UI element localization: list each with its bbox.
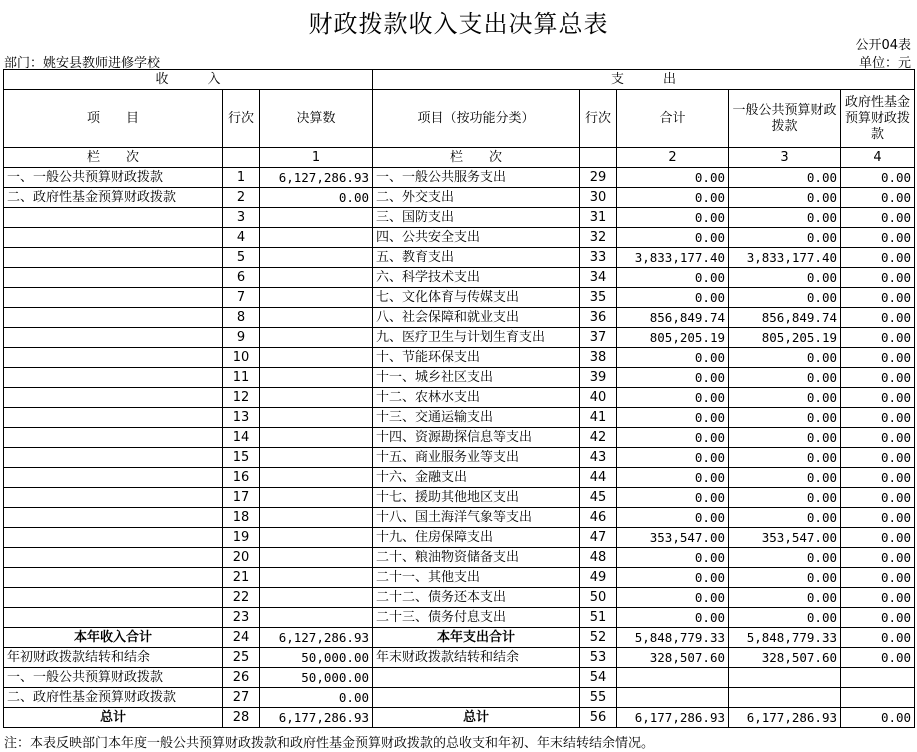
expense-row-no-cell: 53	[580, 648, 617, 668]
gov-fund-cell: 0.00	[841, 428, 915, 448]
general-budget-cell: 0.00	[729, 548, 841, 568]
table-row	[4, 488, 915, 508]
expense-item-cell: 八、社会保障和就业支出	[373, 308, 580, 328]
table-row	[4, 308, 915, 328]
table-row	[4, 388, 915, 408]
table-row	[4, 648, 915, 668]
col-index-4: 4	[841, 148, 915, 168]
income-row-no-cell: 25	[223, 648, 260, 668]
total-amount-cell: 0.00	[617, 188, 729, 208]
total-amount-cell: 0.00	[617, 608, 729, 628]
income-amount-cell: 6,177,286.93	[260, 708, 373, 728]
expense-row-no-cell: 48	[580, 548, 617, 568]
table-row	[4, 408, 915, 428]
total-amount-cell: 0.00	[617, 468, 729, 488]
general-budget-cell: 353,547.00	[729, 528, 841, 548]
table-row	[4, 568, 915, 588]
col-index-3: 3	[729, 148, 841, 168]
total-amount-cell: 3,833,177.40	[617, 248, 729, 268]
footnote: 注：本表反映部门本年度一般公共预算财政拨款和政府性基金预算财政拨款的总收支和年初、年末结转结余情况。	[4, 736, 655, 751]
gov-fund-cell: 0.00	[841, 388, 915, 408]
income-item-cell	[4, 428, 223, 448]
expense-item-cell: 三、国防支出	[373, 208, 580, 228]
income-item-cell: 二、政府性基金预算财政拨款	[4, 688, 223, 708]
income-row-no-cell: 3	[223, 208, 260, 228]
income-row-no-cell: 27	[223, 688, 260, 708]
table-row	[4, 208, 915, 228]
expense-item-cell: 七、文化体育与传媒支出	[373, 288, 580, 308]
total-amount-cell: 0.00	[617, 268, 729, 288]
total-amount-cell	[617, 668, 729, 688]
general-budget-cell: 6,177,286.93	[729, 708, 841, 728]
general-budget-cell: 805,205.19	[729, 328, 841, 348]
table-row	[4, 328, 915, 348]
gov-fund-cell: 0.00	[841, 328, 915, 348]
expense-item-cell: 本年支出合计	[373, 628, 580, 648]
gov-fund-cell: 0.00	[841, 348, 915, 368]
total-amount-cell: 0.00	[617, 288, 729, 308]
total-header: 合计	[617, 90, 729, 148]
expense-row-no-cell: 35	[580, 288, 617, 308]
func-item-header: 项目（按功能分类）	[373, 90, 580, 148]
income-item-cell	[4, 288, 223, 308]
expense-item-cell	[373, 688, 580, 708]
income-row-no-cell: 22	[223, 588, 260, 608]
income-row-no-cell: 5	[223, 248, 260, 268]
expense-item-cell: 四、公共安全支出	[373, 228, 580, 248]
expense-row-no-cell: 41	[580, 408, 617, 428]
general-budget-cell: 0.00	[729, 208, 841, 228]
total-amount-cell: 805,205.19	[617, 328, 729, 348]
unit-label: 单位：元	[858, 56, 911, 71]
expense-row-no-cell: 45	[580, 488, 617, 508]
income-item-cell: 本年收入合计	[4, 628, 223, 648]
income-amount-cell	[260, 208, 373, 228]
income-row-no-cell: 20	[223, 548, 260, 568]
income-row-no-cell: 19	[223, 528, 260, 548]
income-amount-cell	[260, 428, 373, 448]
table-row	[4, 348, 915, 368]
expense-row-no-cell: 56	[580, 708, 617, 728]
expense-row-no-cell: 31	[580, 208, 617, 228]
expense-item-cell: 十一、城乡社区支出	[373, 368, 580, 388]
general-budget-cell: 0.00	[729, 228, 841, 248]
income-item-cell	[4, 468, 223, 488]
income-amount-cell	[260, 528, 373, 548]
income-amount-cell	[260, 268, 373, 288]
col-index-2: 2	[617, 148, 729, 168]
expense-row-no-cell: 43	[580, 448, 617, 468]
general-budget-cell: 0.00	[729, 608, 841, 628]
expense-item-cell: 二、外交支出	[373, 188, 580, 208]
table-row	[4, 228, 915, 248]
table-row	[4, 168, 915, 188]
income-item-cell	[4, 308, 223, 328]
expense-item-cell: 六、科学技术支出	[373, 268, 580, 288]
expense-row-no-cell: 55	[580, 688, 617, 708]
income-item-cell	[4, 488, 223, 508]
gov-fund-cell: 0.00	[841, 568, 915, 588]
general-budget-cell: 0.00	[729, 348, 841, 368]
income-amount-cell: 50,000.00	[260, 668, 373, 688]
income-row-no-cell: 12	[223, 388, 260, 408]
expense-row-no-cell: 29	[580, 168, 617, 188]
income-row-no-cell: 16	[223, 468, 260, 488]
expense-item-cell: 二十三、债务付息支出	[373, 608, 580, 628]
income-item-cell	[4, 408, 223, 428]
gov-fund-cell: 0.00	[841, 208, 915, 228]
income-amount-cell	[260, 588, 373, 608]
expense-row-no-cell: 40	[580, 388, 617, 408]
income-item-cell	[4, 528, 223, 548]
table-row	[4, 688, 915, 708]
gov-fund-cell: 0.00	[841, 308, 915, 328]
table-row	[4, 628, 915, 648]
expense-item-cell: 二十二、债务还本支出	[373, 588, 580, 608]
lanci-empty	[223, 148, 260, 168]
total-amount-cell: 0.00	[617, 488, 729, 508]
expense-item-cell: 九、医疗卫生与计划生育支出	[373, 328, 580, 348]
gov-fund-cell: 0.00	[841, 608, 915, 628]
income-row-no-cell: 1	[223, 168, 260, 188]
income-amount-cell	[260, 228, 373, 248]
income-row-no-cell: 9	[223, 328, 260, 348]
gov-fund-cell: 0.00	[841, 488, 915, 508]
expense-item-cell: 十、节能环保支出	[373, 348, 580, 368]
income-row-no-cell: 14	[223, 428, 260, 448]
income-amount-cell	[260, 448, 373, 468]
income-row-no-cell: 28	[223, 708, 260, 728]
lanci-label-2: 栏 次	[373, 148, 580, 168]
general-budget-cell: 0.00	[729, 428, 841, 448]
expense-row-no-cell: 39	[580, 368, 617, 388]
income-amount-cell	[260, 548, 373, 568]
table-row	[4, 608, 915, 628]
general-budget-header: 一般公共预算财政拨款	[729, 90, 841, 148]
gov-fund-cell: 0.00	[841, 368, 915, 388]
general-budget-cell: 0.00	[729, 368, 841, 388]
income-item-cell	[4, 588, 223, 608]
total-amount-cell: 0.00	[617, 388, 729, 408]
income-amount-cell	[260, 488, 373, 508]
total-amount-cell: 0.00	[617, 228, 729, 248]
expense-row-no-cell: 51	[580, 608, 617, 628]
expense-item-cell: 总计	[373, 708, 580, 728]
income-item-cell: 一、一般公共预算财政拨款	[4, 168, 223, 188]
expense-item-cell: 十九、住房保障支出	[373, 528, 580, 548]
gov-fund-cell: 0.00	[841, 528, 915, 548]
total-amount-cell: 0.00	[617, 368, 729, 388]
general-budget-cell: 328,507.60	[729, 648, 841, 668]
total-amount-cell: 353,547.00	[617, 528, 729, 548]
expense-row-no-cell: 54	[580, 668, 617, 688]
total-amount-cell: 6,177,286.93	[617, 708, 729, 728]
gov-fund-cell: 0.00	[841, 288, 915, 308]
income-item-cell: 总计	[4, 708, 223, 728]
expense-item-cell: 十八、国土海洋气象等支出	[373, 508, 580, 528]
gov-fund-cell: 0.00	[841, 628, 915, 648]
total-amount-cell: 0.00	[617, 348, 729, 368]
general-budget-cell: 0.00	[729, 188, 841, 208]
row-no-header: 行次	[223, 90, 260, 148]
expense-row-no-cell: 42	[580, 428, 617, 448]
general-budget-cell: 3,833,177.40	[729, 248, 841, 268]
table-row	[4, 508, 915, 528]
row-no-header-2: 行次	[580, 90, 617, 148]
expense-row-no-cell: 52	[580, 628, 617, 648]
table-row	[4, 428, 915, 448]
expense-row-no-cell: 47	[580, 528, 617, 548]
income-amount-cell	[260, 468, 373, 488]
form-number: 公开04表	[855, 38, 911, 53]
expense-item-cell: 十三、交通运输支出	[373, 408, 580, 428]
general-budget-cell: 0.00	[729, 508, 841, 528]
expense-row-no-cell: 46	[580, 508, 617, 528]
table-row	[4, 268, 915, 288]
income-amount-cell: 50,000.00	[260, 648, 373, 668]
income-item-cell	[4, 448, 223, 468]
expense-row-no-cell: 36	[580, 308, 617, 328]
income-row-no-cell: 10	[223, 348, 260, 368]
total-amount-cell: 0.00	[617, 448, 729, 468]
income-item-cell: 一、一般公共预算财政拨款	[4, 668, 223, 688]
total-amount-cell: 0.00	[617, 588, 729, 608]
income-item-cell: 年初财政拨款结转和结余	[4, 648, 223, 668]
general-budget-cell: 0.00	[729, 448, 841, 468]
general-budget-cell: 0.00	[729, 588, 841, 608]
gov-fund-cell: 0.00	[841, 548, 915, 568]
final-amount-header: 决算数	[260, 90, 373, 148]
budget-summary-table	[3, 69, 915, 728]
total-amount-cell: 856,849.74	[617, 308, 729, 328]
income-row-no-cell: 6	[223, 268, 260, 288]
table-row	[4, 588, 915, 608]
table-row	[4, 248, 915, 268]
income-amount-cell	[260, 288, 373, 308]
total-amount-cell: 0.00	[617, 208, 729, 228]
total-amount-cell: 0.00	[617, 408, 729, 428]
table-row	[4, 288, 915, 308]
income-row-no-cell: 4	[223, 228, 260, 248]
total-amount-cell: 5,848,779.33	[617, 628, 729, 648]
general-budget-cell: 0.00	[729, 168, 841, 188]
general-budget-cell: 0.00	[729, 388, 841, 408]
expense-item-cell: 二十一、其他支出	[373, 568, 580, 588]
expense-row-no-cell: 37	[580, 328, 617, 348]
expense-item-cell: 五、教育支出	[373, 248, 580, 268]
general-budget-cell: 0.00	[729, 488, 841, 508]
income-amount-cell	[260, 368, 373, 388]
table-row	[4, 448, 915, 468]
table-row	[4, 548, 915, 568]
income-amount-cell: 0.00	[260, 188, 373, 208]
department-label: 部门：姚安县教师进修学校	[4, 56, 161, 71]
income-item-cell	[4, 248, 223, 268]
income-row-no-cell: 11	[223, 368, 260, 388]
gov-fund-cell: 0.00	[841, 268, 915, 288]
income-amount-cell	[260, 388, 373, 408]
gov-fund-cell: 0.00	[841, 228, 915, 248]
income-amount-cell: 6,127,286.93	[260, 168, 373, 188]
expense-row-no-cell: 32	[580, 228, 617, 248]
income-group-header: 收 入	[4, 70, 373, 90]
income-item-cell	[4, 208, 223, 228]
income-row-no-cell: 7	[223, 288, 260, 308]
income-row-no-cell: 2	[223, 188, 260, 208]
expense-group-header: 支 出	[373, 70, 915, 90]
col-index-1: 1	[260, 148, 373, 168]
income-item-cell	[4, 368, 223, 388]
income-row-no-cell: 24	[223, 628, 260, 648]
general-budget-cell	[729, 668, 841, 688]
gov-fund-cell: 0.00	[841, 168, 915, 188]
income-item-cell	[4, 568, 223, 588]
income-amount-cell: 6,127,286.93	[260, 628, 373, 648]
income-row-no-cell: 18	[223, 508, 260, 528]
general-budget-cell: 856,849.74	[729, 308, 841, 328]
expense-item-cell: 十五、商业服务业等支出	[373, 448, 580, 468]
gov-fund-cell: 0.00	[841, 468, 915, 488]
expense-row-no-cell: 33	[580, 248, 617, 268]
gov-fund-cell: 0.00	[841, 648, 915, 668]
income-amount-cell	[260, 248, 373, 268]
gov-fund-cell: 0.00	[841, 248, 915, 268]
expense-item-cell: 一、一般公共服务支出	[373, 168, 580, 188]
income-item-cell	[4, 228, 223, 248]
income-amount-cell	[260, 568, 373, 588]
expense-item-cell	[373, 668, 580, 688]
total-amount-cell: 0.00	[617, 568, 729, 588]
gov-fund-cell: 0.00	[841, 448, 915, 468]
table-row	[4, 468, 915, 488]
gov-fund-cell	[841, 688, 915, 708]
income-row-no-cell: 26	[223, 668, 260, 688]
total-amount-cell: 0.00	[617, 508, 729, 528]
expense-item-cell: 年末财政拨款结转和结余	[373, 648, 580, 668]
income-amount-cell	[260, 508, 373, 528]
lanci-empty-2	[580, 148, 617, 168]
general-budget-cell: 0.00	[729, 408, 841, 428]
income-item-cell	[4, 608, 223, 628]
general-budget-cell: 0.00	[729, 268, 841, 288]
gov-fund-cell: 0.00	[841, 588, 915, 608]
gov-fund-cell	[841, 668, 915, 688]
general-budget-cell: 0.00	[729, 468, 841, 488]
expense-item-cell: 十六、金融支出	[373, 468, 580, 488]
expense-item-cell: 十二、农林水支出	[373, 388, 580, 408]
income-amount-cell	[260, 408, 373, 428]
expense-row-no-cell: 44	[580, 468, 617, 488]
income-item-cell	[4, 268, 223, 288]
lanci-label: 栏 次	[4, 148, 223, 168]
expense-row-no-cell: 30	[580, 188, 617, 208]
general-budget-cell	[729, 688, 841, 708]
general-budget-cell: 0.00	[729, 568, 841, 588]
income-amount-cell	[260, 348, 373, 368]
report-title: 财政拨款收入支出决算总表	[308, 10, 609, 38]
income-amount-cell	[260, 328, 373, 348]
income-row-no-cell: 13	[223, 408, 260, 428]
total-amount-cell: 0.00	[617, 428, 729, 448]
income-row-no-cell: 23	[223, 608, 260, 628]
income-amount-cell	[260, 608, 373, 628]
gov-fund-cell: 0.00	[841, 708, 915, 728]
gov-fund-header: 政府性基金预算财政拨款	[841, 90, 915, 148]
income-item-cell	[4, 328, 223, 348]
expense-item-cell: 十四、资源勘探信息等支出	[373, 428, 580, 448]
income-amount-cell	[260, 308, 373, 328]
expense-row-no-cell: 49	[580, 568, 617, 588]
table-row	[4, 708, 915, 728]
expense-row-no-cell: 50	[580, 588, 617, 608]
income-row-no-cell: 15	[223, 448, 260, 468]
expense-row-no-cell: 38	[580, 348, 617, 368]
table-row	[4, 188, 915, 208]
total-amount-cell: 0.00	[617, 168, 729, 188]
gov-fund-cell: 0.00	[841, 188, 915, 208]
income-amount-cell: 0.00	[260, 688, 373, 708]
total-amount-cell: 0.00	[617, 548, 729, 568]
general-budget-cell: 0.00	[729, 288, 841, 308]
gov-fund-cell: 0.00	[841, 508, 915, 528]
income-row-no-cell: 8	[223, 308, 260, 328]
table-row	[4, 668, 915, 688]
income-item-cell	[4, 348, 223, 368]
general-budget-cell: 5,848,779.33	[729, 628, 841, 648]
table-row	[4, 368, 915, 388]
item-header: 项 目	[4, 90, 223, 148]
total-amount-cell	[617, 688, 729, 708]
income-item-cell	[4, 388, 223, 408]
total-amount-cell: 328,507.60	[617, 648, 729, 668]
expense-item-cell: 二十、粮油物资储备支出	[373, 548, 580, 568]
expense-row-no-cell: 34	[580, 268, 617, 288]
income-item-cell: 二、政府性基金预算财政拨款	[4, 188, 223, 208]
expense-item-cell: 十七、援助其他地区支出	[373, 488, 580, 508]
income-row-no-cell: 17	[223, 488, 260, 508]
income-row-no-cell: 21	[223, 568, 260, 588]
gov-fund-cell: 0.00	[841, 408, 915, 428]
table-row	[4, 528, 915, 548]
income-item-cell	[4, 548, 223, 568]
income-item-cell	[4, 508, 223, 528]
